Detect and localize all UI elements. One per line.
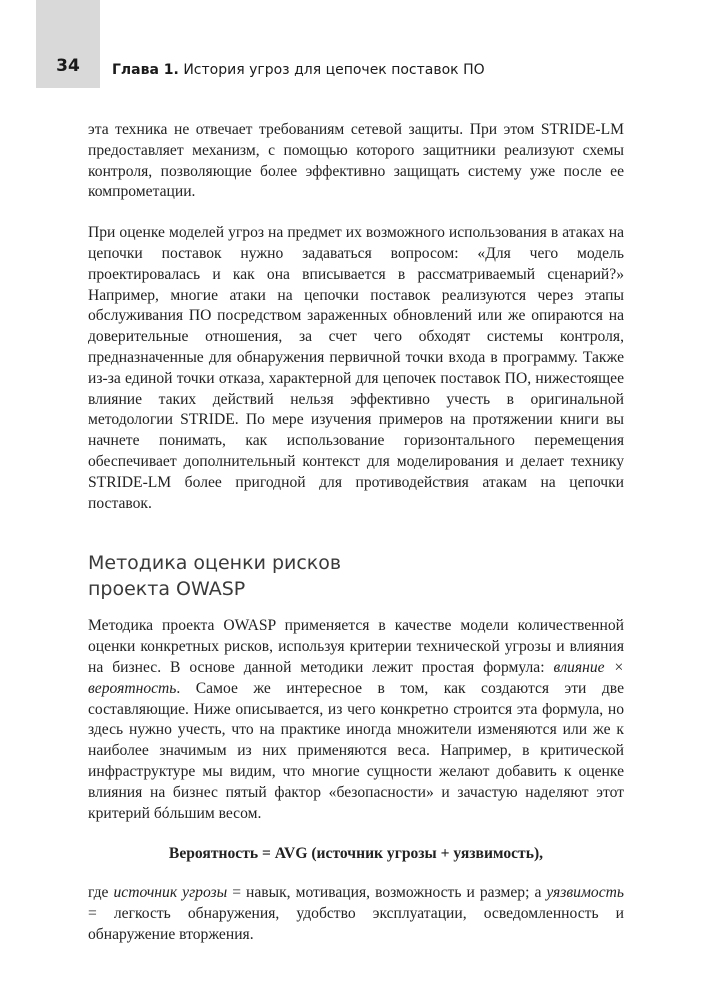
- section-heading-line-2: проекта OWASP: [88, 578, 246, 601]
- paragraph-owasp-method: [88, 616, 624, 824]
- explanation-part-b: = навык, мотивация, возможность и размер; а: [227, 884, 547, 902]
- paragraph-stride-lm: эта техника не отвечает требованиям сетевой защиты. При этом STRIDE-LM предоставляет механизм, с помощью которого защитники реализуют схемы контроля, позволяющие более эффективно защищать систему уже после ее компрометации.: [88, 121, 624, 201]
- page-number: 34: [56, 56, 80, 76]
- explanation-part-a: где: [88, 884, 114, 902]
- owasp-text-end: . Самое же интересное в том, как создаются эти две составляющие. Ниже описывается, из чего конкретно строится эта формула, но здесь нужно учесть, что на практике иногда множители изменяются или же к наиболее значимым из них применяются веса. Например, в критической инфраструктуре мы видим, что многие сущности желают добавить к оценке влияния на бизнес пятый фактор «безопасности» и зачастую наделяют этот критерий бóльшим весом.: [88, 679, 624, 822]
- page-number-tab: [36, 0, 100, 88]
- explanation-part-c: = легкость обнаружения, удобство эксплуатации, осведомленность и обнаружение вторжения.: [88, 904, 624, 943]
- paragraph-threat-model-evaluation: При оценке моделей угроз на предмет их возможного использования в атаках на цепочки поставок нужно задаваться вопросом: «Для чего модель проектировалась и как она вписывается в рассматриваемый сценарий?» Например, многие атаки на цепочки поставок реализуются через этапы обслуживания ПО посредством зараженных обновлений или же опираются на доверительные отношения, за счет чего обходят системы контроля, предназначенные для обнаружения первичной точки входа в программу. Также из-за единой точки отказа, характерной для цепочек поставок ПО, нижестоящее влияние таких действий нельзя эффективно учесть в оригинальной методологии STRIDE. По мере изучения примеров на протяжении книги вы начнете понимать, как использование горизонтального перемещения обеспечивает дополнительный контекст для моделирования и делает технику STRIDE-LM более пригодной для противодействия атакам на цепочки поставок.: [88, 224, 624, 512]
- section-heading: [88, 550, 624, 602]
- page-body: [88, 120, 624, 966]
- owasp-text-start: Методика проекта OWASP применяется в качестве модели количественной оценки конкретных рисков, используя критерии технической угрозы и влияния на бизнес. В основе данной методики лежит простая формула:: [88, 617, 624, 676]
- term-threat-source: источник угрозы: [113, 884, 228, 902]
- term-vulnerability: уязвимость: [546, 884, 624, 902]
- paragraph-formula-explanation: [88, 883, 624, 945]
- owasp-formula-inline: влияние × вероятность: [88, 658, 624, 697]
- section-heading-line-1: Методика оценки рисков: [88, 552, 342, 575]
- likelihood-formula: Вероятность = AVG (источник угрозы + уязвимость),: [168, 845, 544, 863]
- running-header: [112, 62, 485, 78]
- chapter-title: История угроз для цепочек поставок ПО: [183, 62, 485, 78]
- chapter-label: Глава 1.: [112, 62, 179, 78]
